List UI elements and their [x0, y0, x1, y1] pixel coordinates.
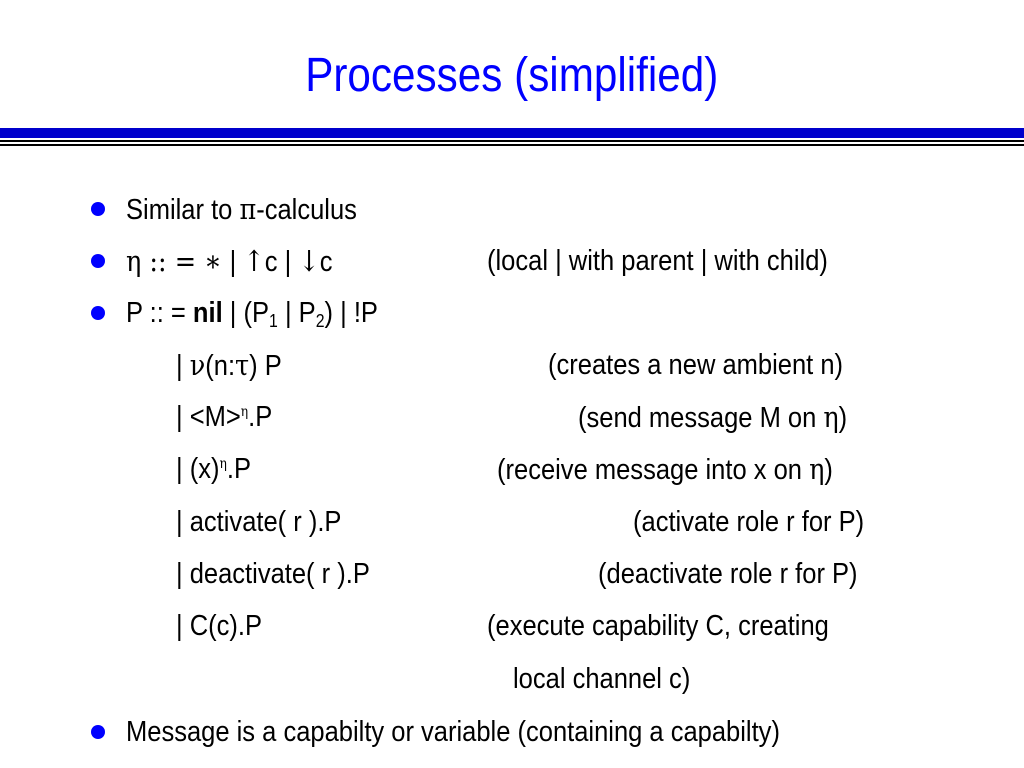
- process-def-text: P :: =: [126, 297, 193, 329]
- channel-c: c |: [264, 246, 299, 278]
- rule-text: | (x): [176, 453, 220, 485]
- rule-text: .P: [248, 401, 273, 433]
- title-underline-bar: [0, 128, 1024, 138]
- eta-symbol: η: [809, 452, 825, 486]
- eta-superscript: η: [219, 456, 227, 472]
- tau-symbol: τ: [235, 348, 250, 382]
- rule-note: [497, 451, 833, 487]
- rule-capability: | C(c).P: [176, 610, 263, 642]
- rule-note: (deactivate role r for P): [598, 558, 858, 590]
- rule-note-text: ): [824, 454, 833, 486]
- rule-note-text: ): [838, 402, 848, 434]
- rule-new-ambient: [176, 347, 282, 383]
- title-underline-rule: [0, 140, 1024, 142]
- bullet-message: Message is a capabilty or variable (containing a capabilty): [126, 716, 780, 748]
- process-def-text: | (P: [222, 297, 270, 329]
- eta-superscript: η: [240, 404, 249, 420]
- rule-text: ) P: [249, 350, 282, 382]
- eta-symbol: η: [823, 400, 839, 434]
- nu-symbol: ν: [189, 348, 206, 382]
- subscript: 2: [315, 311, 325, 331]
- slide-title: Processes (simplified): [305, 49, 719, 102]
- bullet-text: Similar to: [126, 194, 240, 226]
- rule-note-text: (receive message into x on: [497, 454, 810, 486]
- rule-note: (activate role r for P): [633, 506, 865, 538]
- rule-receive: [176, 451, 251, 487]
- subscript: 1: [269, 311, 278, 331]
- bullet-dot-icon: [91, 254, 105, 268]
- bullet-text: -calculus: [256, 194, 357, 226]
- bullet-dot-icon: [91, 725, 105, 739]
- bullet-similar-pi: [126, 191, 357, 227]
- rule-text: | <M>: [176, 401, 241, 433]
- channel-c: c: [319, 246, 333, 278]
- rule-send: [176, 399, 272, 435]
- rule-note-continued: local channel c): [513, 663, 691, 695]
- rule-deactivate: | deactivate( r ).P: [176, 558, 370, 590]
- bullet-process-def: [126, 295, 378, 331]
- pi-symbol: π: [239, 192, 257, 226]
- process-def-text: ) | !P: [324, 297, 378, 329]
- up-arrow-icon: ↑: [243, 244, 265, 278]
- nil-keyword: nil: [192, 297, 223, 329]
- rule-text: (n:: [205, 350, 236, 382]
- rule-text: .P: [226, 453, 251, 485]
- rule-note: (execute capability C, creating: [487, 610, 829, 642]
- eta-note: (local | with parent | with child): [487, 245, 828, 277]
- rule-note: (creates a new ambient n): [548, 349, 844, 381]
- rule-note: [578, 399, 847, 435]
- down-arrow-icon: ↓: [298, 244, 320, 278]
- rule-note-text: (send message M on: [578, 402, 824, 434]
- bullet-dot-icon: [91, 202, 105, 216]
- eta-symbol: η: [126, 244, 142, 278]
- rule-activate: | activate( r ).P: [176, 506, 342, 538]
- title-underline-rule: [0, 144, 1024, 146]
- eta-definition: :: = ∗: [141, 244, 230, 278]
- bar-separator: |: [229, 246, 244, 278]
- process-def-text: | P: [277, 297, 316, 329]
- bullet-eta-def: [126, 243, 333, 279]
- rule-text: |: [176, 350, 190, 382]
- bullet-dot-icon: [91, 306, 105, 320]
